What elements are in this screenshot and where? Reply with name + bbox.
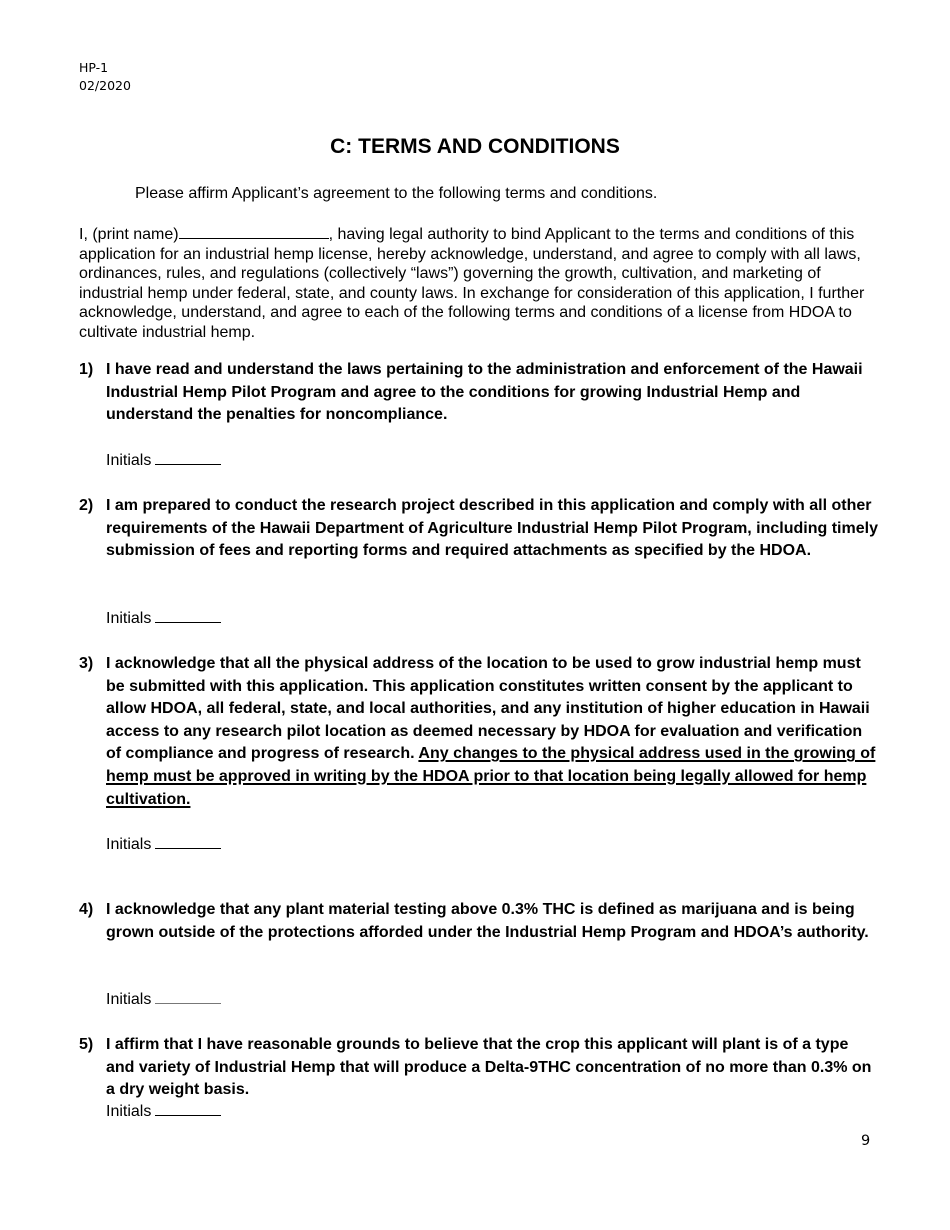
term-text: I acknowledge that any plant material testing above 0.3% THC is defined as marijuana and is being grown outside of the protections afforded under the Industrial Hemp Program and HDOA’s authority. (106, 901, 869, 941)
initials-label: Initials (106, 610, 152, 627)
initials-field[interactable] (155, 991, 221, 1004)
term-text (106, 653, 879, 811)
form-code-header (79, 59, 131, 95)
term-number: 2) (79, 497, 94, 514)
initials-term-1 (106, 451, 221, 471)
page-title: C: TERMS AND CONDITIONS (330, 135, 620, 158)
term-4 (79, 899, 879, 944)
initials-field[interactable] (155, 452, 221, 465)
initials-field[interactable] (155, 610, 221, 623)
form-date: 02/2020 (79, 78, 131, 93)
print-name-field[interactable] (179, 224, 329, 239)
term-1 (79, 359, 879, 427)
term-2 (79, 495, 879, 563)
term-number: 3) (79, 655, 94, 672)
term-5 (79, 1034, 879, 1102)
agreement-paragraph (79, 224, 879, 343)
form-code: HP-1 (79, 60, 109, 75)
term-text: I affirm that I have reasonable grounds to believe that the crop this applicant will plant is of a type and variety of Industrial Hemp that will produce a Delta-9THC concentration of no more than 0.3% on a dry weight basis. (106, 1036, 872, 1099)
agreement-text: , having legal authority to bind Applicant to the terms and conditions of this application for an industrial hemp license, hereby acknowledge, understand, and agree to comply with all laws, ordinances, rules, and regulations (collectively “laws”) governing the growth, cultivation, and marketing of industrial hemp under federal, state, and county laws. In exchange for consideration of this application, I further acknowledge, understand, and agree to each of the following terms and conditions of a license from HDOA to cultivate industrial hemp. (79, 226, 865, 341)
initials-field[interactable] (155, 1103, 221, 1116)
term-underlined-notice: Any changes to the physical address used in the growing of hemp must be approved in writing by the HDOA prior to that location being legally allowed for hemp cultivation. (106, 745, 876, 808)
initials-label: Initials (106, 1103, 152, 1120)
term-number: 4) (79, 901, 94, 918)
initials-label: Initials (106, 452, 152, 469)
initials-term-3 (106, 835, 221, 855)
term-text: I am prepared to conduct the research project described in this application and comply with all other requirements of the Hawaii Department of Agriculture Industrial Hemp Pilot Program, including timely submission of fees and reporting forms and required attachments as specified by the HDOA. (106, 497, 878, 560)
agreement-prefix: I, (print name) (79, 226, 179, 243)
term-number: 1) (79, 361, 94, 378)
initials-term-5 (106, 1102, 221, 1122)
initials-field[interactable] (155, 836, 221, 849)
initials-label: Initials (106, 991, 152, 1008)
initials-term-4 (106, 990, 221, 1010)
initials-term-2 (106, 609, 221, 629)
term-number: 5) (79, 1036, 94, 1053)
term-3 (79, 653, 879, 811)
initials-label: Initials (106, 836, 152, 853)
term-text: I have read and understand the laws pertaining to the administration and enforcement of the Hawaii Industrial Hemp Pilot Program and agree to the conditions for growing Industrial Hemp and understand the penalties for noncompliance. (106, 361, 863, 424)
intro-text: Please affirm Applicant’s agreement to the following terms and conditions. (135, 185, 658, 202)
term-body: I acknowledge that all the physical address of the location to be used to grow industrial hemp must be submitted with this application. This application constitutes written consent by the applicant to allow HDOA, all federal, state, and local authorities, and any institution of higher education in Hawaii access to any research pilot location as deemed necessary by HDOA for evaluation and verification of compliance and progress of research. (106, 655, 870, 763)
page-number: 9 (861, 1133, 871, 1149)
